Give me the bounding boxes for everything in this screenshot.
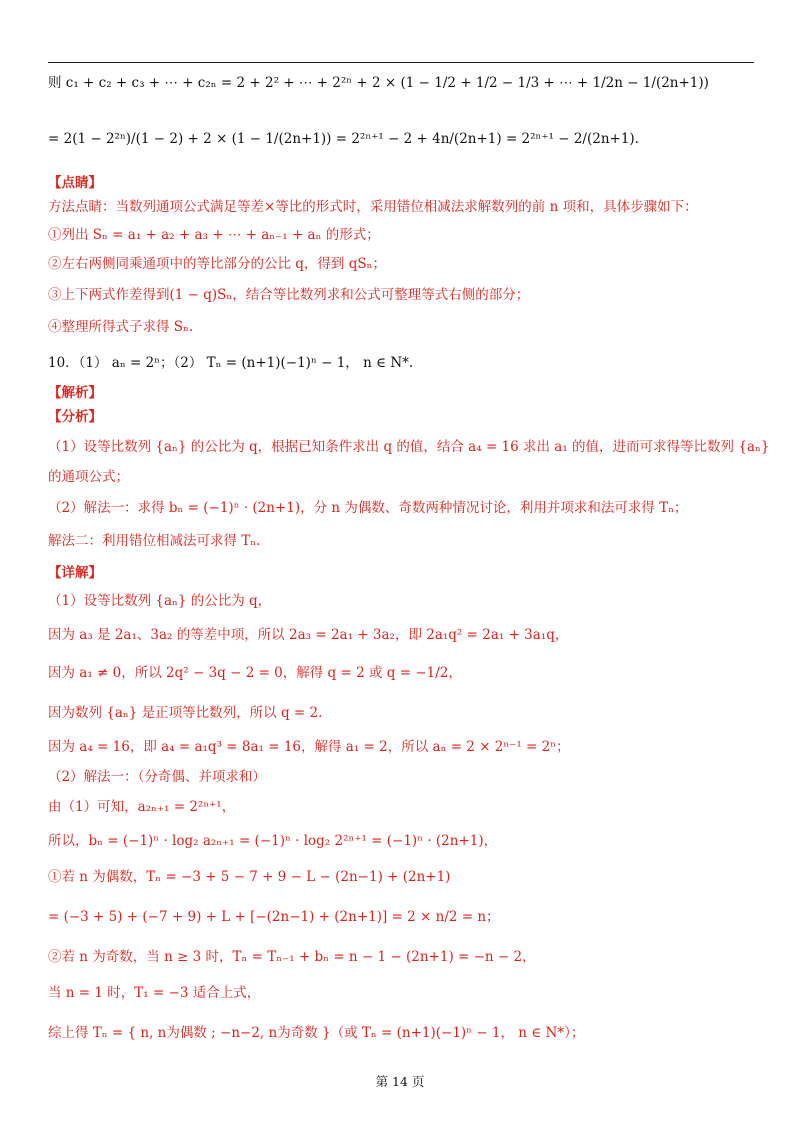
text-line-l22: （2）解法一：（分奇偶、并项求和） — [48, 769, 266, 785]
text-line-l18: 因为 a₃ 是 2a₁、3a₂ 的等差中项，所以 2a₃ = 2a₁ + 3a₂，即 2a₁q² = 2a₁ + 3a₁q， — [48, 627, 569, 643]
text-line-l21: 因为 a₄ = 16，即 a₄ = a₁q³ = 8a₁ = 16，解得 a₁ = 2，所以 aₙ = 2 × 2ⁿ⁻¹ = 2ⁿ； — [48, 739, 570, 755]
text-line-l14: （2）解法一：求得 bₙ = (−1)ⁿ · (2n+1)，分 n 为偶数、奇数两种情况讨论，利用并项求和法可求得 Tₙ； — [48, 500, 688, 516]
text-line-l11: 【分析】 — [48, 409, 102, 425]
text-line-l15: 解法二：利用错位相减法可求得 Tₙ. — [48, 533, 261, 549]
text-line-l06: ②左右两侧同乘通项中的等比部分的公比 q，得到 qSₙ； — [48, 256, 386, 272]
text-line-l27: ②若 n 为奇数，当 n ≥ 3 时，Tₙ = Tₙ₋₁ + bₙ = n − 1 − (2n+1) = −n − 2， — [48, 949, 536, 965]
text-line-l17: （1）设等比数列 {aₙ} 的公比为 q， — [48, 593, 272, 609]
text-line-l01: 则 c₁ + c₂ + c₃ + ⋯ + c₂ₙ = 2 + 2² + ⋯ + 2²ⁿ + 2 × (1 − 1/2 + 1/2 − 1/3 + ⋯ + 1/2n − 1/(2n+1)) — [48, 75, 709, 91]
text-line-l26: = (−3 + 5) + (−7 + 9) + L + [−(2n−1) + (2n+1)] = 2 × n/2 = n； — [48, 909, 500, 925]
text-line-l29: 综上得 Tₙ = { n, n为偶数 ; −n−2, n为奇数 }（或 Tₙ = (n+1)(−1)ⁿ − 1， n ∈ N*）； — [48, 1025, 585, 1041]
text-line-l09: 10．（1） aₙ = 2ⁿ；（2） Tₙ = (n+1)(−1)ⁿ − 1， n ∈ N*. — [48, 355, 414, 371]
text-line-l25: ①若 n 为偶数，Tₙ = −3 + 5 − 7 + 9 − L − (2n−1) + (2n+1) — [48, 869, 451, 885]
text-line-l03: 【点睛】 — [48, 175, 102, 191]
text-line-l04: 方法点睛：当数列通项公式满足等差×等比的形式时，采用错位相减法求解数列的前 n 项和，具体步骤如下： — [48, 199, 698, 215]
text-line-l16: 【详解】 — [48, 565, 102, 581]
text-line-l10: 【解析】 — [48, 385, 102, 401]
page-number: 第 14 页 — [375, 1074, 425, 1089]
text-line-l02: = 2(1 − 2²ⁿ)/(1 − 2) + 2 × (1 − 1/(2n+1)) = 2²ⁿ⁺¹ − 2 + 4n/(2n+1) = 2²ⁿ⁺¹ − 2/(2n+1). — [48, 131, 639, 147]
text-line-l08: ④整理所得式子求得 Sₙ. — [48, 319, 194, 335]
text-line-l19: 因为 a₁ ≠ 0，所以 2q² − 3q − 2 = 0，解得 q = 2 或 q = −1/2， — [48, 665, 462, 681]
text-line-l07: ③上下两式作差得到(1 − q)Sₙ，结合等比数列求和公式可整理等式右侧的部分； — [48, 287, 530, 303]
text-line-l23: 由（1）可知，a₂ₙ₊₁ = 2²ⁿ⁺¹， — [48, 799, 236, 815]
text-line-l24: 所以，bₙ = (−1)ⁿ · log₂ a₂ₙ₊₁ = (−1)ⁿ · log₂ 2²ⁿ⁺¹ = (−1)ⁿ · (2n+1)， — [48, 833, 498, 849]
top-rule — [48, 62, 754, 63]
text-line-l13: 的通项公式； — [48, 469, 129, 485]
text-line-l05: ①列出 Sₙ = a₁ + a₂ + a₃ + ⋯ + aₙ₋₁ + aₙ 的形式； — [48, 227, 380, 243]
text-line-l20: 因为数列 {aₙ} 是正项等比数列，所以 q = 2. — [48, 705, 323, 721]
text-line-l12: （1）设等比数列 {aₙ} 的公比为 q，根据已知条件求出 q 的值，结合 a₄ = 16 求出 a₁ 的值，进而可求得等比数列 {aₙ} — [48, 439, 770, 455]
text-line-l28: 当 n = 1 时，T₁ = −3 适合上式， — [48, 985, 261, 1001]
